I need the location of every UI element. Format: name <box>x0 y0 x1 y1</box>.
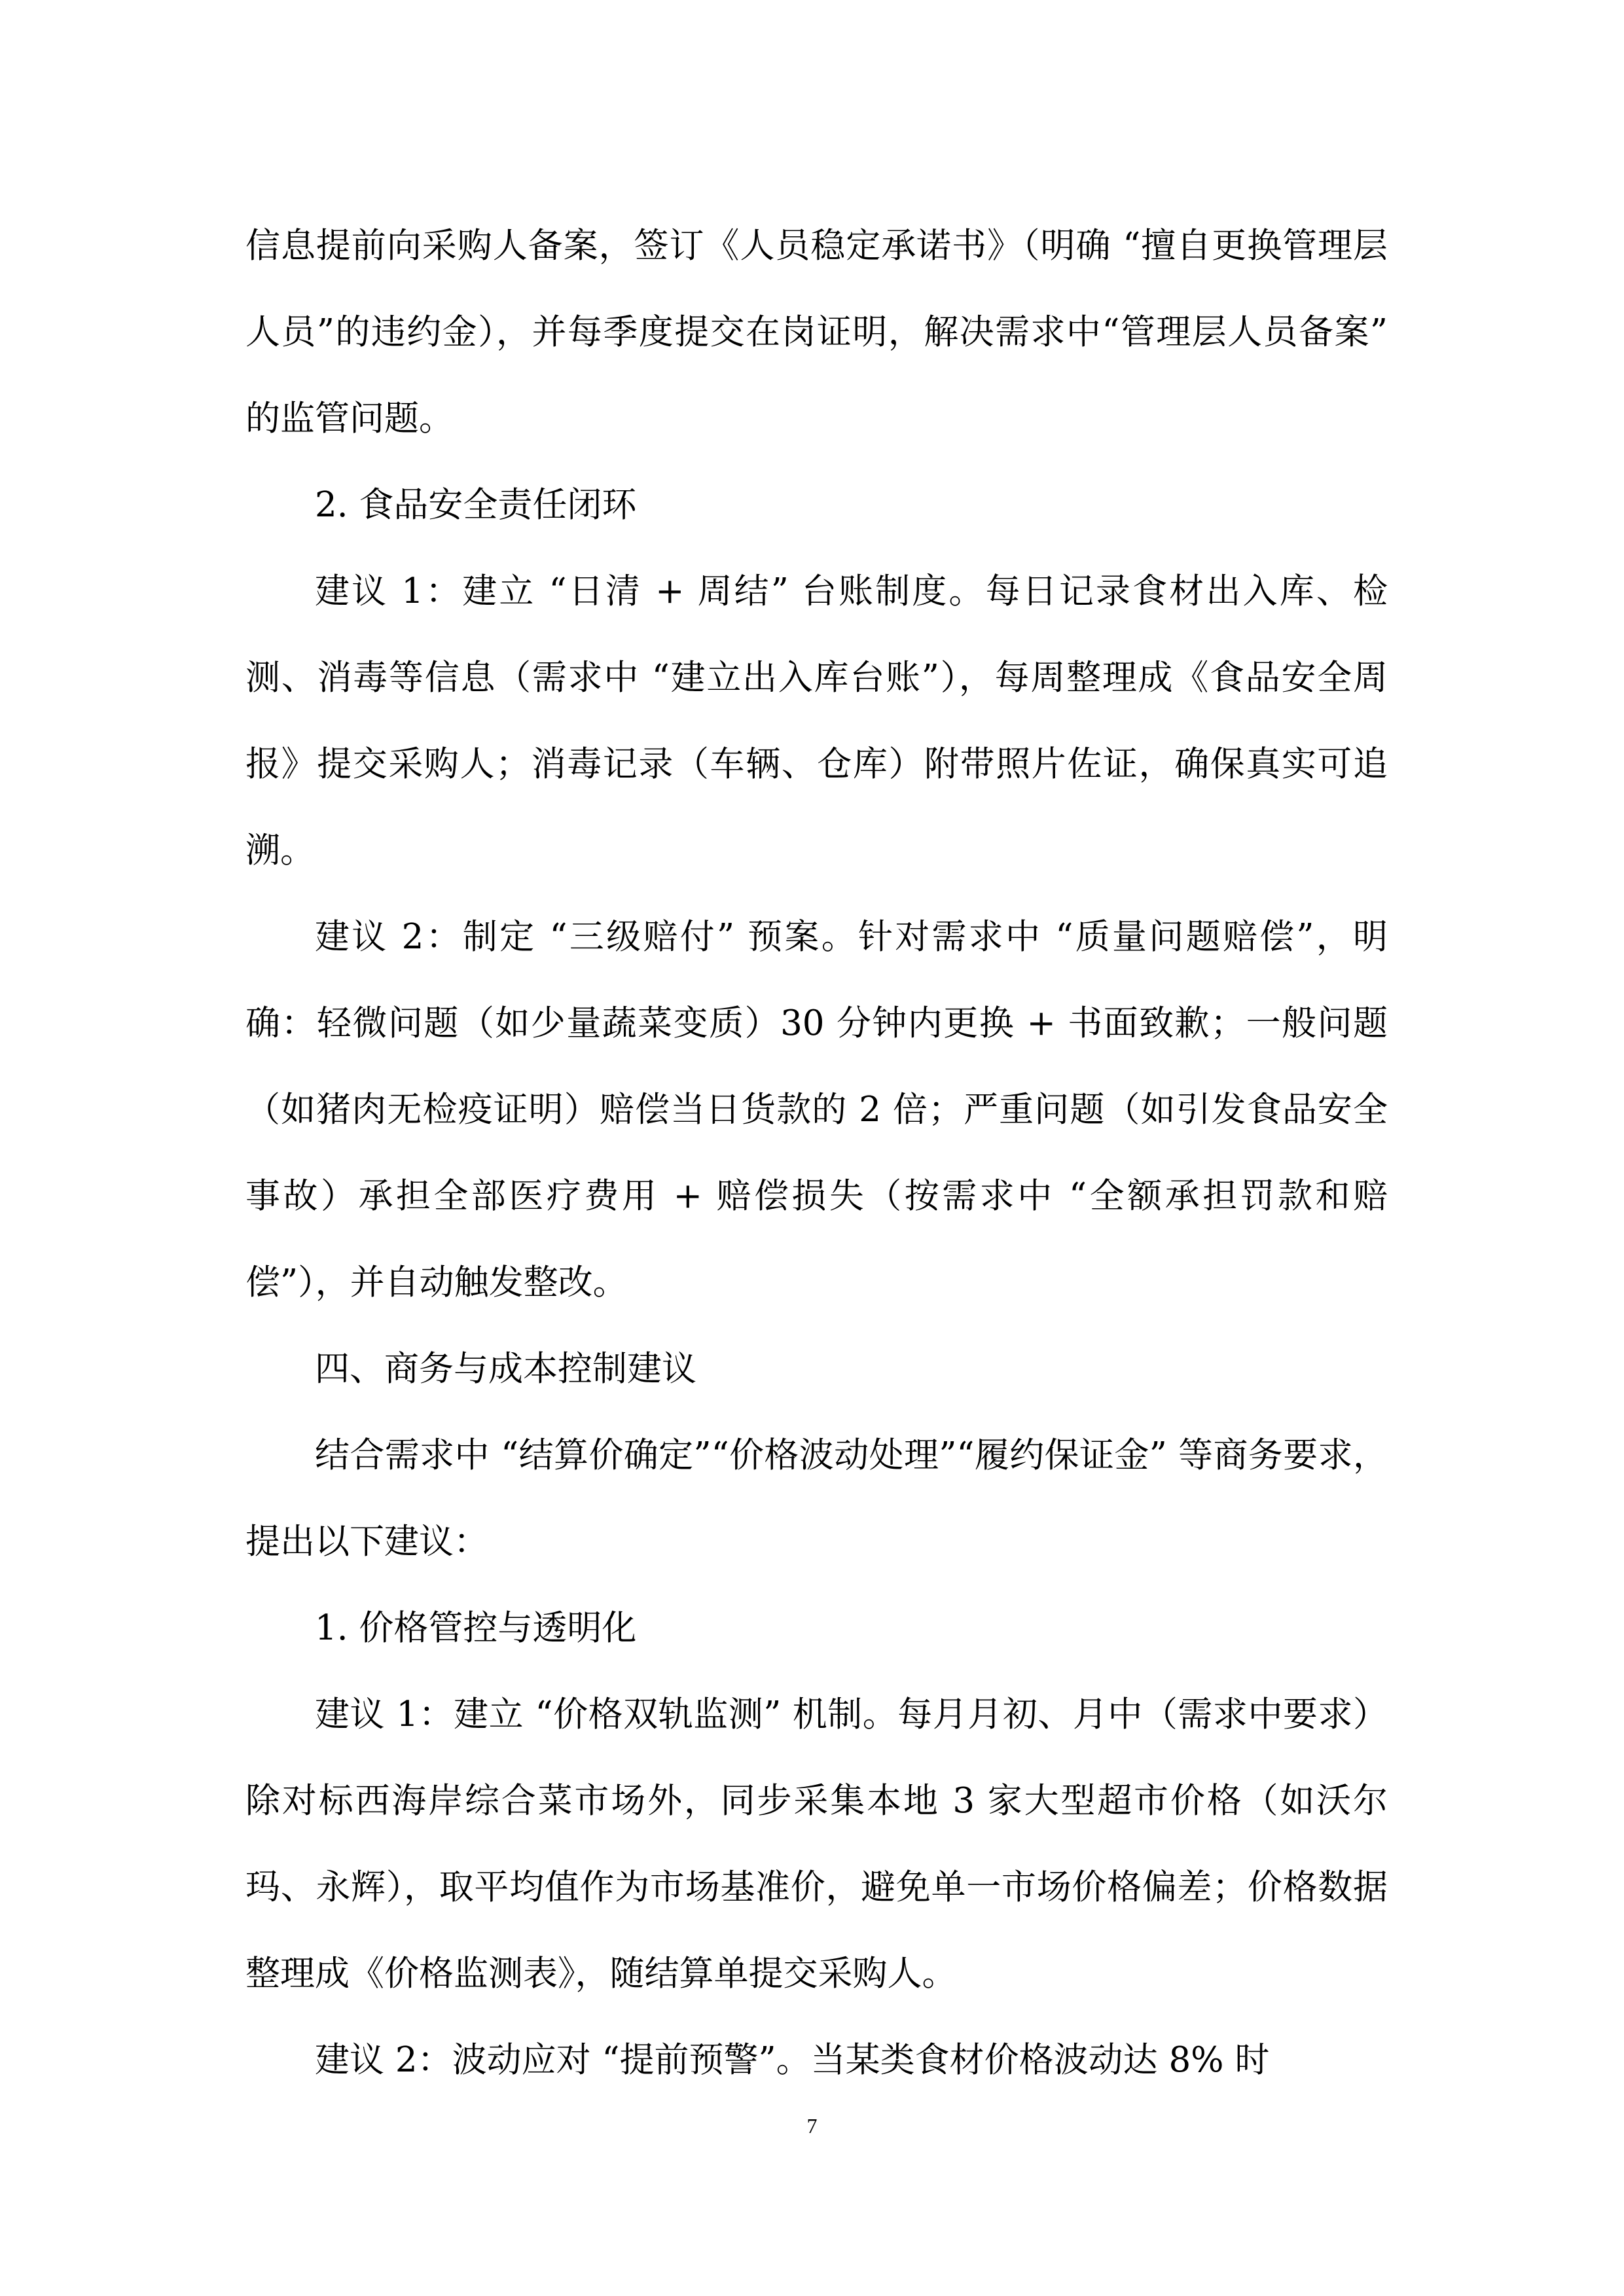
paragraph-continuation: 信息提前向采购人备案，签订《人员稳定承诺书》（明确 “擅自更换管理层人员”的违约金），并每季度提交在岗证明，解决需求中“管理层人员备案” 的监管问题。 <box>245 226 1388 439</box>
paragraph-suggestion-price-monitoring: 建议 1：建立 “价格双轨监测” 机制。每月月初、月中（需求中要求）除对标西海岸综合菜市场外，同步采集本地 3 家大型超市价格（如沃尔玛、永辉），取平均值作为市场基准价，避免单一市场价格偏差；价格数据整理成《价格监测表》，随结算单提交采购人。 <box>245 1695 1388 1994</box>
paragraph-suggestion-compensation: 建议 2：制定 “三级赔付” 预案。针对需求中 “质量问题赔偿”，明确：轻微问题（如少量蔬菜变质）30 分钟内更换 + 书面致歉；一般问题（如猪肉无检疫证明）赔偿当日货款的 2 倍；严重问题（如引发食品安全事故）承担全部医疗费用 + 赔偿损失（按需求中 “全额承担罚款和赔偿”），并自动触发整改。 <box>245 917 1388 1302</box>
paragraph-suggestion-early-warning: 建议 2：波动应对 “提前预警”。当某类食材价格波动达 8% 时 <box>315 2040 1270 2080</box>
paragraph-suggestion-ledger: 建议 1：建立 “日清 + 周结” 台账制度。每日记录食材出入库、检测、消毒等信息（需求中 “建立出入库台账”），每周整理成《食品安全周报》提交采购人；消毒记录（车辆、仓库）附带照片佐证，确保真实可追溯。 <box>245 571 1388 870</box>
section-heading-business-cost: 四、商务与成本控制建议 <box>315 1349 696 1389</box>
subsection-heading-food-safety: 2. 食品安全责任闭环 <box>315 485 637 525</box>
body-text <box>245 203 1388 2104</box>
paragraph-intro-business: 结合需求中 “结算价确定”“价格波动处理”“履约保证金” 等商务要求，提出以下建议： <box>245 1435 1388 1562</box>
subsection-heading-price-control: 1. 价格管控与透明化 <box>315 1608 637 1648</box>
page-number: 7 <box>806 2114 818 2138</box>
